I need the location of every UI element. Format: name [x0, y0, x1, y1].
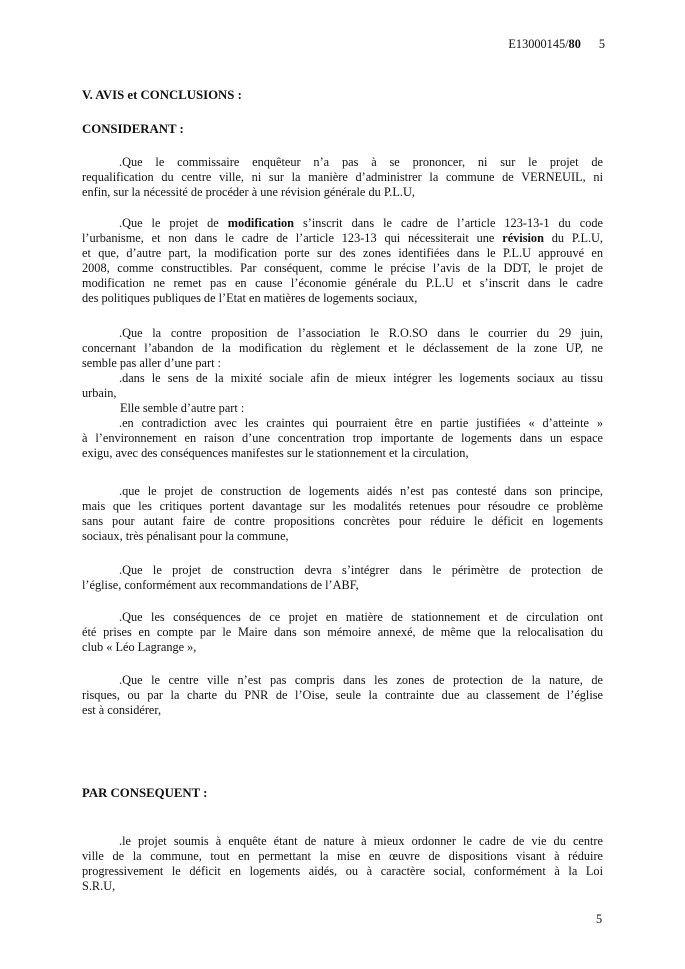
reference-prefix: E13000145/ — [508, 37, 569, 51]
text-line: .le projet soumis à enquête étant de nature à mieux ordonner le cadre de vie du centre — [119, 834, 603, 848]
text-line: mais que les critiques portent davantage sur les modalités retenues pour résoudre ce problème — [82, 499, 603, 513]
considerant-paragraph-4 — [82, 484, 603, 544]
text-line: ville de la commune, tout en permettant la mise en œuvre de dispositions visant à réduire — [82, 849, 603, 863]
keyword-revision: révision — [502, 231, 544, 245]
consequent-title: PAR CONSEQUENT : — [82, 786, 208, 800]
footer-page-number: 5 — [596, 912, 603, 926]
text-line: .en contradiction avec les craintes qui pourraient être en partie justifiées « d’atteinte » — [119, 416, 603, 430]
text-line: enfin, sur la nécessité de procéder à une révision générale du P.L.U, — [82, 185, 415, 199]
text-line: .Que le projet de construction devra s’intégrer dans le périmètre de protection de — [119, 563, 603, 577]
text-line: .que le projet de construction de logements aidés n’est pas contesté dans son principe, — [119, 484, 603, 498]
text-line: des politiques publiques de l’Etat en matières de logements sociaux, — [82, 291, 418, 305]
text-segment: s’inscrit dans le cadre de l’article 123-13-1 du code — [293, 216, 603, 230]
text-line: exigu, avec des conséquences manifestes sur le stationnement et la circulation, — [82, 446, 469, 460]
header-page-number: 5 — [598, 37, 605, 51]
text-line: sociaux, très pénalisant pour la commune, — [82, 529, 289, 543]
text-line: .Que le commissaire enquêteur n’a pas à se prononcer, ni sur le projet de — [119, 155, 603, 169]
text-line: été prises en compte par le Maire dans son mémoire annexé, de même que la relocalisation du — [82, 625, 603, 639]
text-line: 2008, comme constructibles. Par conséquent, comme le précise l’avis de la DDT, le projet de — [82, 261, 603, 275]
text-line: S.R.U, — [82, 879, 116, 893]
text-line: urbain, — [82, 386, 117, 400]
page-header — [508, 37, 605, 52]
considerant-paragraph-5 — [82, 563, 603, 593]
text-line: concernant l’abandon de la modification du règlement et le déclassement de la zone UP, ne — [82, 341, 603, 355]
considerant-paragraph-2 — [82, 216, 603, 306]
text-line: .Que le centre ville n’est pas compris dans les zones de protection de la nature, de — [119, 673, 603, 687]
text-line: club « Léo Lagrange », — [82, 640, 197, 654]
considerant-paragraph-7 — [82, 673, 603, 718]
considerant-paragraph-1 — [82, 155, 603, 200]
text-line: Elle semble d’autre part : — [120, 401, 245, 415]
text-line: requalification du centre ville, ni sur la manière d’administrer la commune de VERNEUIL, ni — [82, 170, 603, 184]
text-line: .dans le sens de la mixité sociale afin de mieux intégrer les logements sociaux au tissu — [119, 371, 603, 385]
keyword-modification: modification — [227, 216, 294, 230]
text-line: modification ne remet pas en cause l’économie générale du P.L.U et s’inscrit dans le cadre — [82, 276, 603, 290]
text-line: progressivement le déficit en logements aidés, ou à caractère social, conformément à la Loi — [82, 864, 603, 878]
text-line: l’église, conformément aux recommandations de l’ABF, — [82, 578, 359, 592]
text-segment: .Que le projet de — [119, 216, 228, 230]
consequent-paragraph — [82, 834, 603, 894]
text-line: et que, d’autre part, la modification porte sur des zones identifiées dans le P.L.U approuvé en — [82, 246, 603, 260]
considerant-title: CONSIDERANT : — [82, 122, 184, 136]
text-line: est à considérer, — [82, 703, 162, 717]
text-line: .Que la contre proposition de l’association le R.O.SO dans le courrier du 29 juin, — [119, 326, 603, 340]
reference-number: 80 — [568, 37, 581, 51]
text-line: .Que les conséquences de ce projet en matière de stationnement et de circulation ont — [119, 610, 603, 624]
section-title: V. AVIS et CONCLUSIONS : — [82, 88, 242, 102]
text-line: à l’environnement en raison d’une concentration trop importante de logements dans un espace — [82, 431, 603, 445]
text-segment: du P.L.U, — [543, 231, 603, 245]
text-line: sans pour autant faire de contre propositions concrètes pour réduire le déficit en logements — [82, 514, 603, 528]
considerant-paragraph-3 — [82, 326, 603, 461]
text-segment: l’urbanisme, et non dans le cadre de l’article 123-13 qui nécessiterait une — [82, 231, 503, 245]
text-line: semble pas aller d’une part : — [82, 356, 221, 370]
considerant-paragraph-6 — [82, 610, 603, 655]
text-line: risques, ou par la charte du PNR de l’Oise, seule la contrainte due au classement de l’église — [82, 688, 603, 702]
